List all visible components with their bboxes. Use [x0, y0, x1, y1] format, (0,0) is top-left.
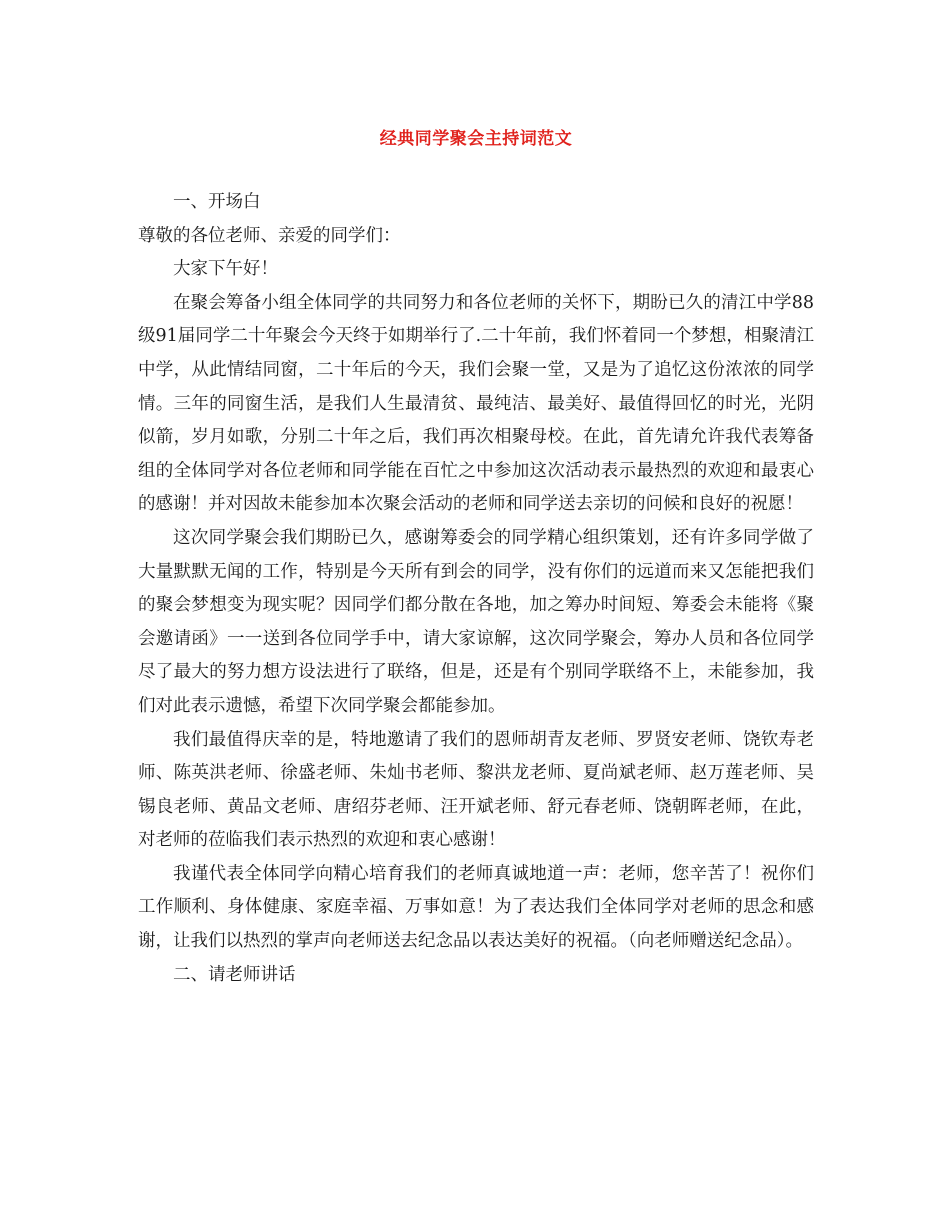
section-heading-opening: 一、开场白	[173, 192, 261, 212]
document-body	[138, 186, 814, 992]
section-heading-teacher-speech: 二、请老师讲话	[173, 964, 296, 985]
greeting: 大家下午好！	[173, 259, 278, 280]
paragraph-thanks-organizers: 这次同学聚会我们期盼已久，感谢筹委会的同学精心组织策划，还有许多同学做了大量默默无闻的工作，特别是今天所有到会的同学，没有你们的远道而来又怎能把我们的聚会梦想变为现实呢？因同学们都分散在各地，加之筹办时间短、筹委会未能将《聚会邀请函》一一送到各位同学手中，请大家谅解，这次同学聚会，筹办人员和各位同学尽了最大的努力想方设法进行了联络，但是，还是有个别同学联络不上，未能参加，我们对此表示遗憾，希望下次同学聚会都能参加。	[138, 527, 814, 716]
paragraph-teachers-list: 我们最值得庆幸的是，特地邀请了我们的恩师胡青友老师、罗贤安老师、饶钦寿老师、陈英洪老师、徐盛老师、朱灿书老师、黎洪龙老师、夏尚斌老师、赵万莲老师、吴锡良老师、黄品文老师、唐绍芬老师、汪开斌老师、舒元春老师、饶朝晖老师，在此，对老师的莅临我们表示热烈的欢迎和衷心感谢！	[138, 729, 814, 851]
paragraph-gratitude: 我谨代表全体同学向精心培育我们的老师真诚地道一声：老师，您辛苦了！祝你们工作顺利、身体健康、家庭幸福、万事如意！为了表达我们全体同学对老师的思念和感谢，让我们以热烈的掌声向老师送去纪念品以表达美好的祝福。（向老师赠送纪念品）。	[138, 863, 814, 952]
salutation: 尊敬的各位老师、亲爱的同学们：	[138, 225, 401, 246]
document-title: 经典同学聚会主持词范文	[379, 129, 573, 149]
paragraph-welcome: 在聚会筹备小组全体同学的共同努力和各位老师的关怀下，期盼已久的清江中学88级91届同学二十年聚会今天终于如期举行了.二十年前，我们怀着同一个梦想，相聚清江中学，从此情结同窗，二十年后的今天，我们会聚一堂，又是为了追忆这份浓浓的同学情。三年的同窗生活，是我们人生最清贫、最纯洁、最美好、最值得回忆的时光，光阴似箭，岁月如歌，分别二十年之后，我们再次相聚母校。在此，首先请允许我代表筹备组的全体同学对各位老师和同学能在百忙之中参加这次活动表示最热烈的欢迎和最衷心的感谢！并对因故未能参加本次聚会活动的老师和同学送去亲切的问候和良好的祝愿！	[138, 292, 814, 515]
